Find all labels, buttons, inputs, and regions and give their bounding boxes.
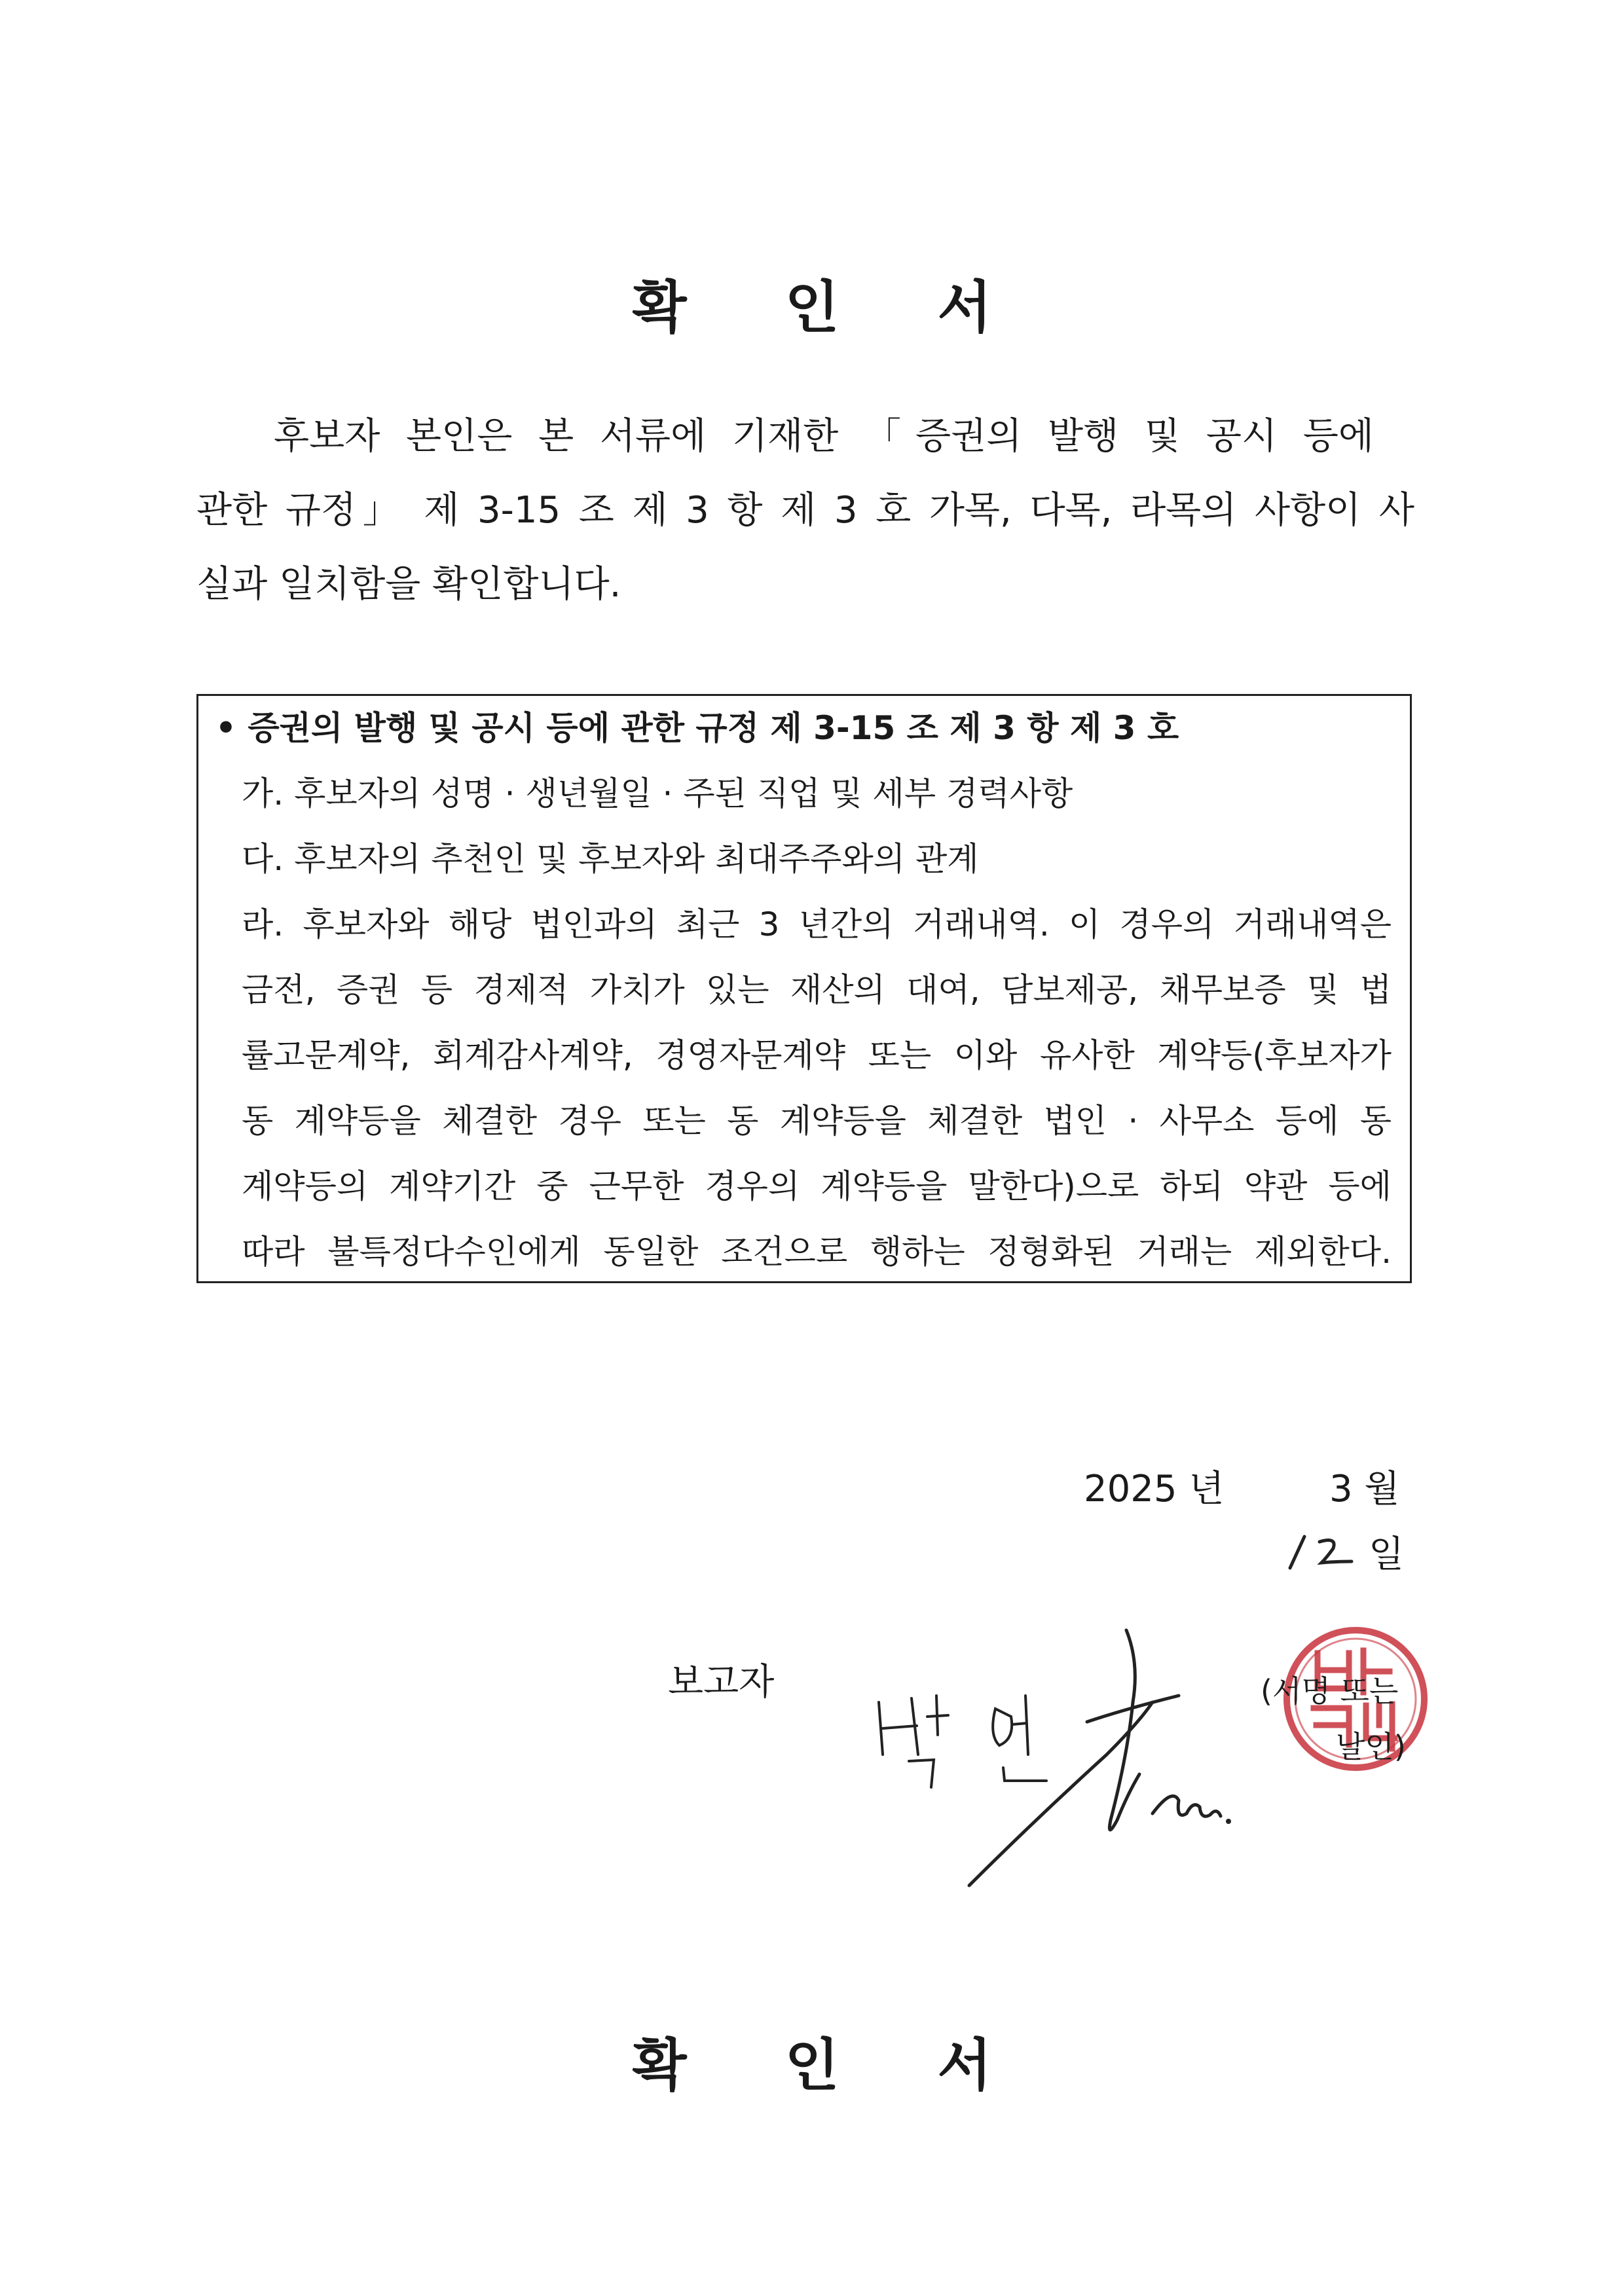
- handwritten-day: [1283, 1529, 1362, 1581]
- body-paragraph-line: 관한 규정」 제 3-15 조 제 3 항 제 3 호 가목, 다목, 라목의 사항이 사: [196, 489, 1414, 532]
- signature-note: (서명 또는: [1261, 1673, 1399, 1709]
- regulation-heading: • 증권의 발행 및 공시 등에 관한 규정 제 3-15 조 제 3 항 제 3 호: [215, 709, 1179, 747]
- regulation-item-ra-line: 라. 후보자와 해당 법인과의 최근 3 년간의 거래내역. 이 경우의 거래내역은: [242, 905, 1392, 943]
- date-year: 2025 년: [1084, 1468, 1225, 1510]
- reporter-label: 보고자: [668, 1661, 775, 1704]
- regulation-item-ra-line: 동 계약등을 체결한 경우 또는 동 계약등을 체결한 법인 · 사무소 등에 동: [242, 1102, 1392, 1140]
- regulation-box: [196, 694, 1412, 1283]
- signature-note: 날인): [1336, 1729, 1406, 1764]
- document-title-repeat: 확 인 서: [632, 2033, 1031, 2098]
- regulation-item-ga: 가. 후보자의 성명 · 생년월일 · 주된 직업 및 세부 경력사항: [242, 774, 1073, 812]
- date-month: 3 월: [1329, 1468, 1400, 1510]
- regulation-item-ra-line: 률고문계약, 회계감사계약, 경영자문계약 또는 이와 유사한 계약등(후보자가: [242, 1036, 1392, 1074]
- regulation-item-da: 다. 후보자의 추천인 및 후보자와 최대주주와의 관계: [242, 840, 979, 878]
- document-title: 확 인 서: [632, 275, 1031, 340]
- regulation-item-ra-line: 금전, 증권 등 경제적 가치가 있는 재산의 대여, 담보제공, 채무보증 및 법: [242, 971, 1392, 1009]
- regulation-item-ra-line: 따라 불특정다수인에게 동일한 조건으로 행하는 정형화된 거래는 제외한다.: [242, 1233, 1392, 1271]
- signature: [956, 1624, 1257, 1899]
- body-paragraph-line: 후보자 본인은 본 서류에 기재한 「증권의 발행 및 공시 등에: [274, 415, 1374, 458]
- regulation-item-ra-line: 계약등의 계약기간 중 근무한 경우의 계약등을 말한다)으로 하되 약관 등에: [242, 1167, 1392, 1205]
- body-paragraph-line: 실과 일치함을 확인합니다.: [196, 563, 621, 606]
- date-day-unit: 일: [1369, 1533, 1405, 1576]
